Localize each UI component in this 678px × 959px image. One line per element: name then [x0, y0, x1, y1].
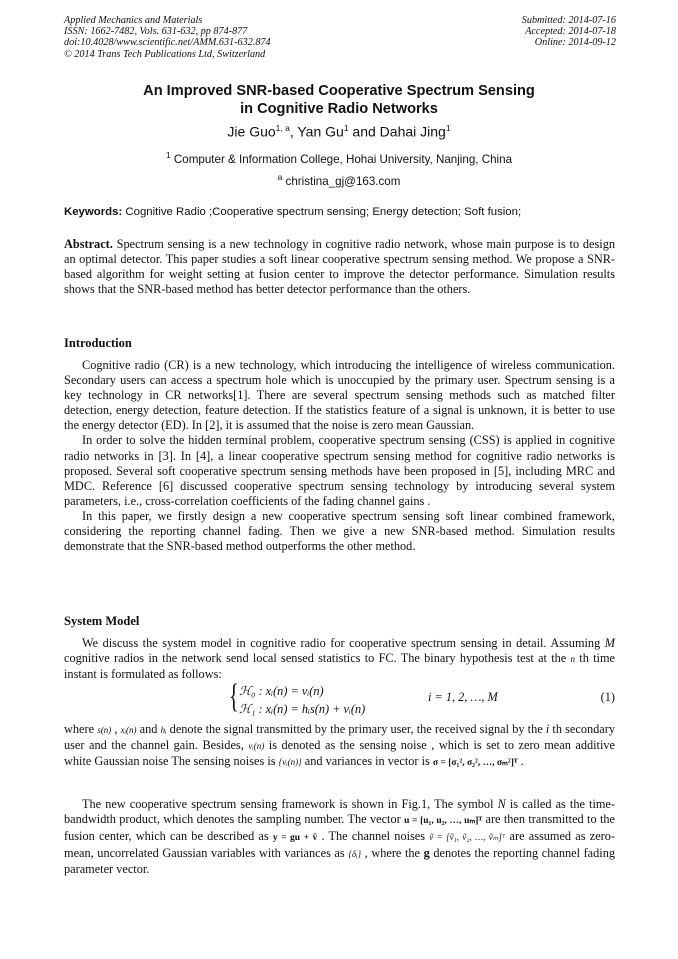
- text-run: , where the: [361, 846, 424, 861]
- introduction-body: [64, 358, 615, 554]
- text-run: ,: [111, 722, 121, 736]
- affiliation-text: Computer & Information College, Hohai University, Nanjing, China: [170, 152, 513, 166]
- author-2: , Yan Gu: [289, 123, 344, 140]
- keywords: [64, 206, 615, 218]
- math-N: N: [497, 797, 506, 811]
- journal-name: Applied Mechanics and Materials: [64, 15, 203, 26]
- text-run: th secondary user and the channel gain. Besides,: [64, 722, 615, 753]
- issn: ISSN: 1662-7482, Vols. 631-632, pp 874-877: [64, 26, 248, 38]
- math-sigma-vector: σ = [σ₁², σ₂², …, σₘ²]ᵀ: [432, 758, 518, 769]
- hypothesis-h1: ℋ₁ : xᵢ(n) = hᵢs(n) + vᵢ(n): [239, 702, 366, 716]
- copyright: © 2014 Trans Tech Publications Ltd, Switzerland: [64, 48, 266, 60]
- math-u-vector: u = [u₁, u₂, …, uₘ]ᵀ: [404, 816, 483, 827]
- math-v-tilde-vector: ṽ = [ṽ₁, ṽ₂, …, ṽₘ]ᵀ: [429, 832, 506, 843]
- math-g: g: [423, 846, 430, 861]
- affiliation: [0, 150, 678, 166]
- keywords-label: Keywords:: [64, 206, 123, 218]
- text-run: cognitive radios in the network send local sensed statistics to FC. The binary hypothesis test at the: [64, 651, 571, 666]
- text-run: The new cooperative spectrum sensing framework is shown in Fig.1, The symbol: [82, 797, 498, 811]
- intro-paragraph-3: In this paper, we firstly design a new cooperative spectrum sensing soft linear combined framework, considering the reporting channel fading. Then we give a new SNR-based method. Simulation results demonstrate that the SNR-based method outperforms the other method.: [64, 508, 615, 554]
- email-marker: a: [277, 172, 283, 182]
- text-run: are then transmitted to the fusion center, which can be described as: [64, 812, 615, 844]
- text-run: is denoted as the sensing noise , which is set to zero mean additive white Gaussian noise The sensing noises is: [64, 738, 616, 769]
- text-run: and: [136, 722, 161, 736]
- affiliation-marker: 1: [165, 150, 171, 160]
- system-model-paragraph-1: [64, 636, 615, 682]
- math-i: i: [545, 722, 550, 736]
- paper-title: [0, 82, 678, 118]
- author-3-affil: 1: [445, 123, 451, 133]
- system-model-paragraph-2: [64, 722, 615, 771]
- math-s-n: s(n): [97, 725, 112, 735]
- title-line-2: in Cognitive Radio Networks: [240, 101, 438, 117]
- text-run: th time instant is formulated as follows:: [64, 651, 615, 682]
- system-model-paragraph-3: [64, 797, 615, 877]
- journal-header-left: [64, 15, 271, 60]
- math-n: n: [570, 654, 576, 665]
- submitted-date: Submitted: 2014-07-16: [521, 15, 616, 26]
- equation-1: [229, 678, 389, 719]
- math-delta-set: {δᵢ}: [348, 849, 362, 860]
- doi[interactable]: doi:10.4028/www.scientific.net/AMM.631-632.874: [64, 37, 271, 49]
- author-2-affil: 1: [343, 123, 349, 133]
- math-y-equation: y = gu + ṽ: [272, 833, 318, 844]
- accepted-date: Accepted: 2014-07-18: [525, 26, 616, 38]
- online-date: Online: 2014-09-12: [534, 37, 616, 49]
- journal-header-right: [522, 15, 616, 49]
- math-noise-set: {vᵢ(n)}: [278, 757, 302, 768]
- abstract-text: Spectrum sensing is a new technology in cognitive radio network, whose main purpose is to design an optimal detector. This paper studies a soft linear cooperative spectrum sensing method. We propose a SNR-based algorithm for weight setting at fusion center to improve the detector performance. Simulation results shows that the SNR-based method has better detector performance than the others.: [64, 237, 615, 297]
- title-line-1: An Improved SNR-based Cooperative Spectrum Sensing: [143, 83, 535, 99]
- abstract: [64, 237, 615, 297]
- section-heading-system-model: System Model: [64, 614, 140, 628]
- intro-paragraph-1: Cognitive radio (CR) is a new technology, which introducing the intelligence of wireless communication. Secondary users can access a spectrum hole which is unoccupied by the primary user. Spectrum sensing is a key technology in CR networks[1]. There are several spectrum sensing methods such as matched filter detection, energy detection, feature detection. If the statistics feature of a signal is unknown, it is better to use the energy detector (ED). In [2], it is assumed that the noise is zero mean Gaussian.: [64, 358, 615, 433]
- text-run: We discuss the system model in cognitive radio for cooperative spectrum sensing in detail. Assuming: [82, 636, 605, 650]
- math-x-i-n: xᵢ(n): [120, 725, 137, 735]
- text-run: denote the signal transmitted by the primary user, the received signal by the: [166, 722, 546, 736]
- author-list: [0, 123, 678, 140]
- text-run: denotes the reporting channel fading parameter vector.: [64, 846, 616, 877]
- intro-paragraph-2: In order to solve the hidden terminal problem, cooperative spectrum sensing (CSS) is applied in cognitive radio networks in [3]. In [4], a linear cooperative spectrum sensing method for cognitive radio networks is proposed. Several soft cooperative spectrum sensing methods have been proposed in [5], including MRC and MDC. Reference [6] discussed cooperative spectrum sensing technology by introducing several system parameters, i.e., cross-correlation coefficients of the fading channel gains .: [64, 433, 615, 508]
- equation-brace: {: [229, 678, 239, 715]
- email-address[interactable]: christina_gj@163.com: [282, 174, 401, 188]
- section-heading-introduction: Introduction: [64, 336, 132, 350]
- author-1-affil: 1, a: [275, 123, 290, 133]
- text-run: . The channel noises: [317, 829, 430, 844]
- author-1: Jie Guo: [227, 123, 276, 140]
- text-run: .: [517, 754, 524, 769]
- equation-number: (1): [600, 690, 615, 704]
- math-v-i-n: vᵢ(n): [248, 741, 265, 752]
- text-run: is called as the time-bandwidth product, which denotes the sampling number. The vector: [64, 797, 615, 827]
- math-h-i: hᵢ: [160, 725, 167, 735]
- text-run: where: [64, 722, 98, 736]
- equation-index-range: i = 1, 2, …, M: [428, 690, 498, 704]
- math-M: M: [604, 636, 615, 650]
- abstract-label: Abstract.: [64, 237, 113, 251]
- email-line: [0, 172, 678, 188]
- text-run: and variances in vector is: [301, 754, 433, 769]
- hypothesis-h0: ℋ₀ : xᵢ(n) = vᵢ(n): [239, 684, 324, 698]
- author-3: and Dahai Jing: [348, 123, 446, 140]
- keywords-text: Cognitive Radio ;Cooperative spectrum sensing; Energy detection; Soft fusion;: [122, 206, 522, 218]
- text-run: are assumed as zero-mean, uncorrelated Gaussian variables with variances as: [64, 829, 615, 861]
